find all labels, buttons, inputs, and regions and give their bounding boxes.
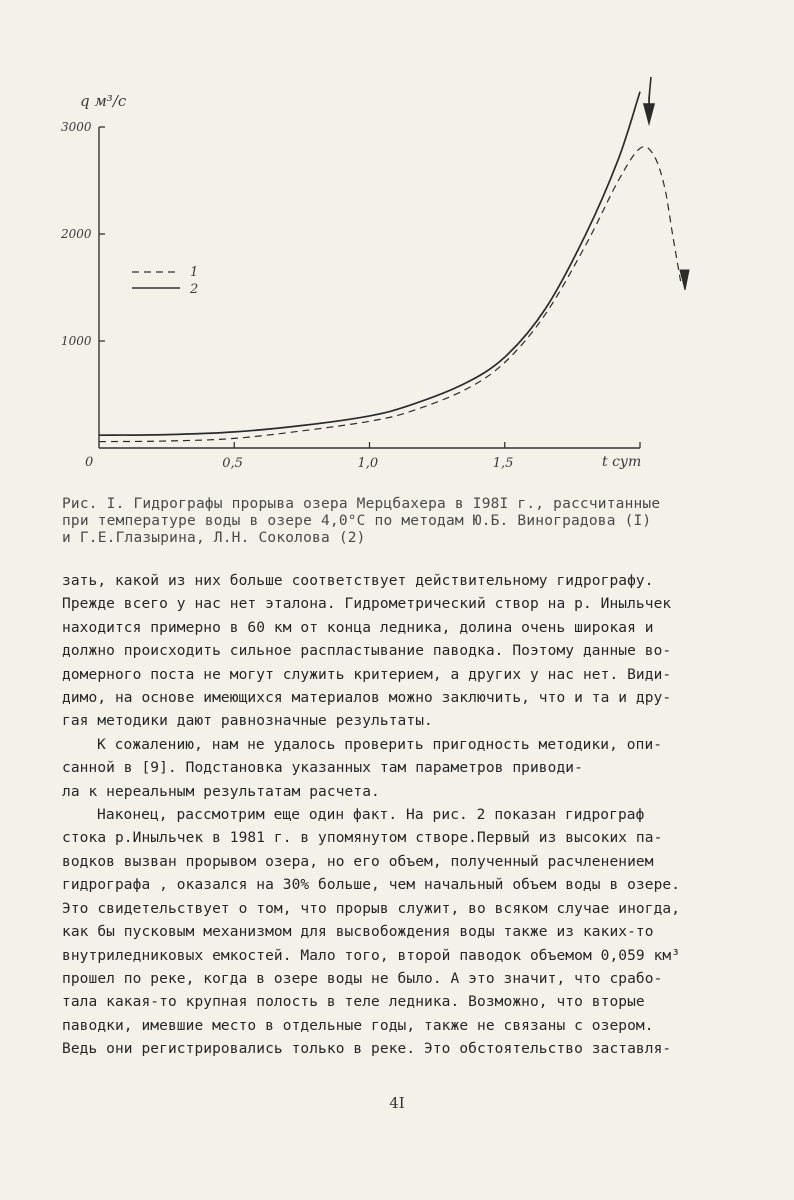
text-line: внутриледниковых емкостей. Мало того, второй паводок объемом 0,059 км³ <box>62 947 681 964</box>
x-tick-label: 1,0 <box>357 456 379 471</box>
series-line-2 <box>99 92 640 436</box>
hydrograph-chart <box>0 0 794 480</box>
paragraph-2 <box>62 734 752 804</box>
caption-line: Рис. I. Гидрографы прорыва озера Мерцбахера в I98I г., рассчитанные <box>62 496 661 512</box>
caption-line: и Г.Е.Глазырина, Л.Н. Соколова (2) <box>62 530 366 546</box>
text-line: тала какая-то крупная полость в теле ледника. Возможно, что вторые <box>62 994 645 1011</box>
y-ticks <box>60 120 105 348</box>
x-axis-label: t сут <box>602 454 642 470</box>
paragraph-1 <box>62 570 752 734</box>
legend-label-2: 2 <box>190 282 199 297</box>
y-axis-label: q м³/с <box>80 92 127 110</box>
text-line: водков вызван прорывом озера, но его объем, полученный расчленением <box>62 853 654 870</box>
text-line: димо, на основе имеющихся материалов можно заключить, что и та и дру- <box>62 690 672 707</box>
text-line: гидрографа , оказался на 30% больше, чем начальный объем воды в озере. <box>62 877 681 894</box>
text-line: паводки, имевшие место в отдельные годы, также не связаны с озером. <box>62 1017 654 1034</box>
text-line: гая методики дают равнозначные результаты. <box>62 713 433 730</box>
text-line: К сожалению, нам не удалось проверить пригодность методики, опи- <box>97 736 663 753</box>
x-tick-label: 1,5 <box>492 456 514 471</box>
text-line: Прежде всего у нас нет эталона. Гидрометрический створ на р. Иныльчек <box>62 596 672 613</box>
text-line: санной в [9]. Подстановка указанных там параметров приводи- <box>62 760 583 777</box>
origin-label: 0 <box>85 455 94 470</box>
body-text <box>62 570 752 1062</box>
text-line: зать, какой из них больше соответствует действительному гидрографу. <box>62 573 654 589</box>
text-line: находится примерно в 60 км от конца ледника, долина очень широкая и <box>62 619 654 636</box>
x-tick-label: 0,5 <box>222 456 243 471</box>
text-line: Это свидетельствует о том, что прорыв служит, во всяком случае иногда, <box>62 900 681 917</box>
text-line: Наконец, рассмотрим еще один факт. На рис. 2 показан гидрограф <box>97 807 645 824</box>
text-line: ла к нереальным результатам расчета. <box>62 783 380 800</box>
x-ticks <box>222 442 640 471</box>
page-number: 4I <box>389 1094 405 1112</box>
figure-caption <box>62 496 752 547</box>
y-tick-label: 1000 <box>61 334 92 348</box>
caption-line: при температуре воды в озере 4,0°С по методам Ю.Б. Виноградова (I) <box>62 513 652 529</box>
y-tick-label: 2000 <box>61 227 92 241</box>
peak-drop-arrow-dashed <box>680 270 689 290</box>
text-line: стока р.Иныльчек в 1981 г. в упомянутом створе.Первый из высоких па- <box>62 830 663 847</box>
text-line: должно происходить сильное распластывание паводка. Поэтому данные во- <box>62 643 672 660</box>
y-tick-label: 3000 <box>61 120 92 134</box>
text-line: Ведь они регистрировались только в реке. Это обстоятельство заставля- <box>62 1041 672 1058</box>
peak-drop-arrow-solid <box>644 77 654 123</box>
paragraph-3 <box>62 804 752 1061</box>
text-line: домерного поста не могут служить критерием, а других у нас нет. Види- <box>62 666 672 683</box>
legend-label-1: 1 <box>190 265 199 280</box>
text-line: как бы пусковым механизмом для высвобождения воды также из каких-то <box>62 924 654 941</box>
series-line-1 <box>99 147 681 442</box>
text-line: прошел по реке, когда в озере воды не было. А это значит, что срабо- <box>62 970 663 987</box>
legend <box>132 265 198 297</box>
